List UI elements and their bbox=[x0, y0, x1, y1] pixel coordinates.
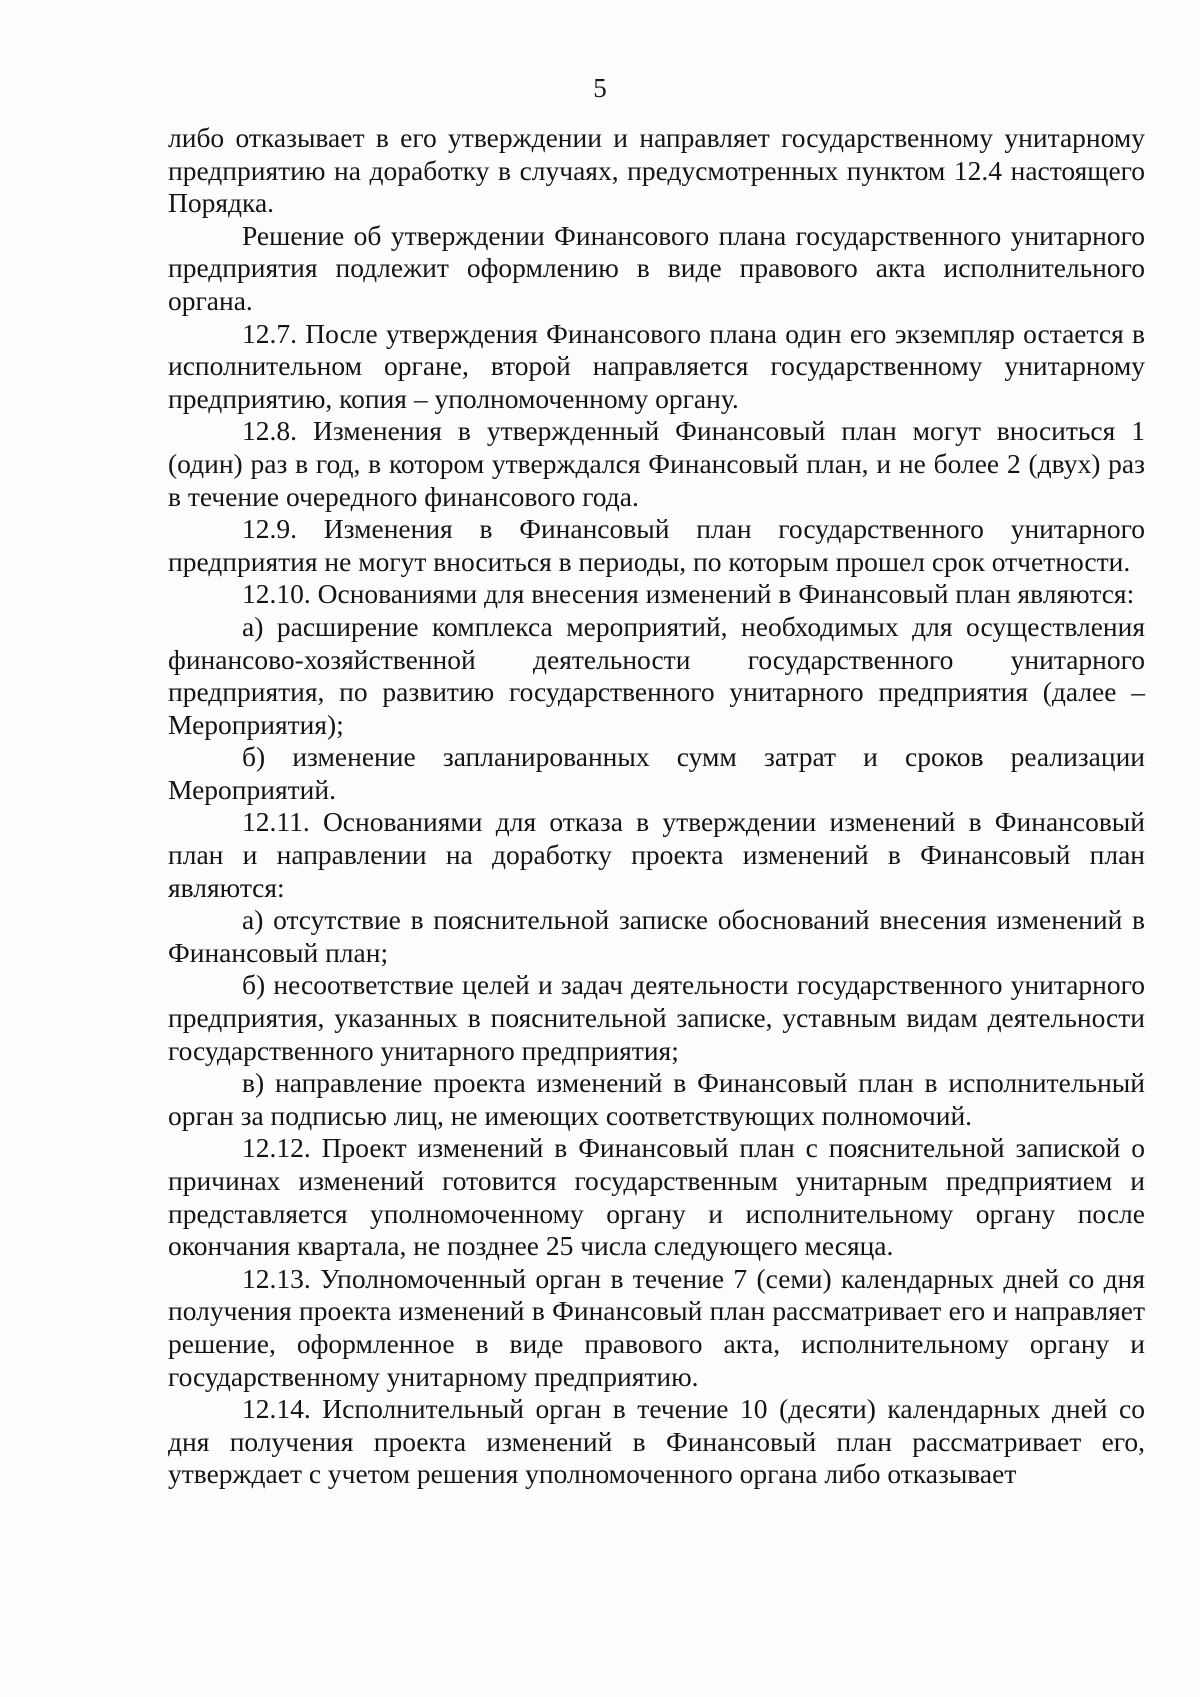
list-item-b: б) несоответствие целей и задач деятельности государственного унитарного предприятия, указанных в пояснительной записке, уставным видам деятельности государственного унитарного предприятия; bbox=[168, 969, 1145, 1066]
paragraph-12-8: 12.8. Изменения в утвержденный Финансовый план могут вноситься 1 (один) раз в год, в котором утверждался Финансовый план, и не более 2 (двух) раз в течение очередного финансового года. bbox=[168, 415, 1145, 512]
paragraph-12-12: 12.12. Проект изменений в Финансовый план с пояснительной запиской о причинах изменений готовится государственным унитарным предприятием и представляется уполномоченному органу и исполнительному органу после окончания квартала, не позднее 25 числа следующего месяца. bbox=[168, 1132, 1145, 1262]
paragraph-12-9: 12.9. Изменения в Финансовый план государственного унитарного предприятия не могут вноситься в периоды, по которым прошел срок отчетности. bbox=[168, 513, 1145, 577]
paragraph: Решение об утверждении Финансового плана государственного унитарного предприятия подлежит оформлению в виде правового акта исполнительного органа. bbox=[168, 219, 1145, 316]
list-item-c: в) направление проекта изменений в Финансовый план в исполнительный орган за подписью лиц, не имеющих соответствующих полномочий. bbox=[168, 1067, 1145, 1131]
paragraph: либо отказывает в его утверждении и направляет государственному унитарному предприятию на доработку в случаях, предусмотренных пунктом 12.4 настоящего Порядка. bbox=[168, 122, 1145, 219]
paragraph-12-7: 12.7. После утверждения Финансового плана один его экземпляр остается в исполнительном органе, второй направляется государственному унитарному предприятию, копия – уполномоченному органу. bbox=[168, 317, 1145, 414]
list-item-a: а) отсутствие в пояснительной записке обоснований внесения изменений в Финансовый план; bbox=[168, 904, 1145, 968]
paragraph-12-10: 12.10. Основаниями для внесения изменений в Финансовый план являются: bbox=[242, 578, 1135, 610]
paragraph-12-14: 12.14. Исполнительный орган в течение 10 (десяти) календарных дней со дня получения проекта изменений в Финансовый план рассматривает его, утверждает с учетом решения уполномоченного органа либо отказывает bbox=[168, 1393, 1145, 1490]
list-item-a: а) расширение комплекса мероприятий, необходимых для осуществления финансово-хозяйственной деятельности государственного унитарного предприятия, по развитию государственного унитарного предприятия (далее – Мероприятия); bbox=[168, 610, 1145, 740]
document-body bbox=[168, 122, 1145, 1491]
page-number: 5 bbox=[593, 73, 607, 103]
paragraph-12-13: 12.13. Уполномоченный орган в течение 7 (семи) календарных дней со дня получения проекта изменений в Финансовый план рассматривает его и направляет решение, оформленное в виде правового акта, исполнительному органу и государственному унитарному предприятию. bbox=[168, 1262, 1145, 1392]
list-item-b: б) изменение запланированных сумм затрат и сроков реализации Мероприятий. bbox=[168, 741, 1145, 805]
paragraph-12-11: 12.11. Основаниями для отказа в утверждении изменений в Финансовый план и направлении на доработку проекта изменений в Финансовый план являются: bbox=[168, 806, 1145, 903]
